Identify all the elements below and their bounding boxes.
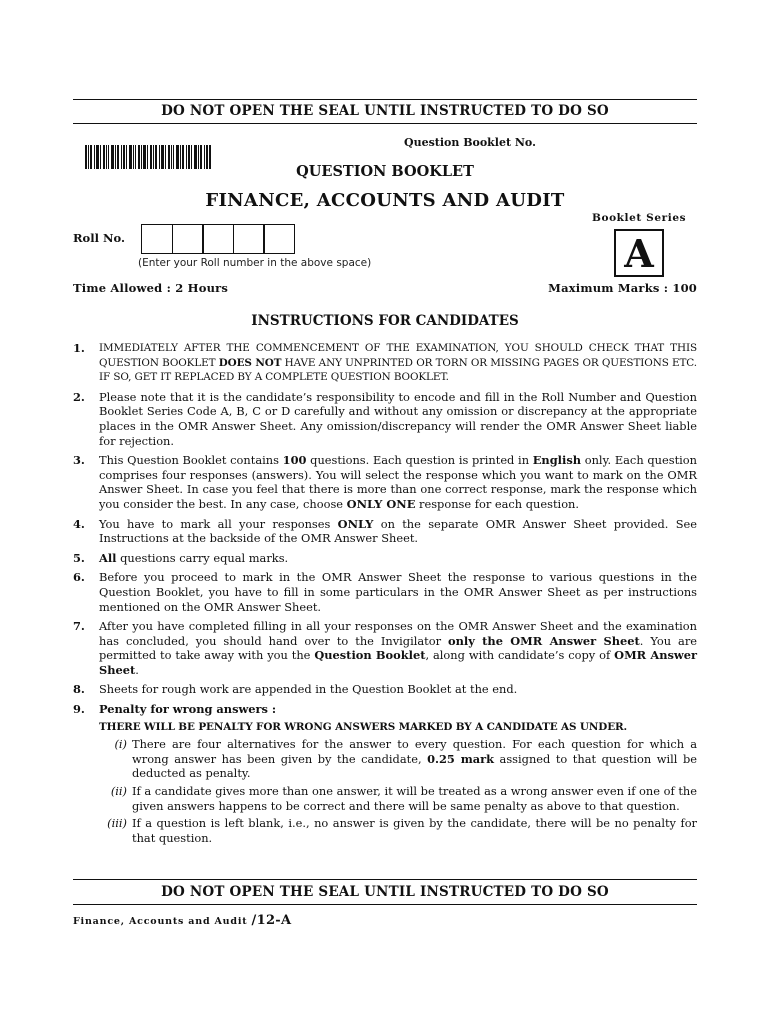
instruction-number: 1. — [73, 341, 85, 355]
penalty-subitem — [99, 737, 697, 781]
roll-number-label: Roll No. — [73, 231, 125, 245]
roll-digit-box[interactable] — [172, 224, 204, 254]
penalty-subitem-number: (ii) — [110, 784, 127, 799]
top-rule-lower — [73, 123, 697, 124]
instruction-item — [73, 682, 697, 697]
penalty-title: Penalty for wrong answers : — [99, 702, 277, 717]
booklet-number-label: Question Booklet No. — [404, 136, 536, 149]
instruction-text: You have to mark all your responses ONLY on the separate OMR Answer Sheet provided. See Instructions at the backside of the OMR Answer Sheet. — [99, 516, 697, 546]
penalty-section — [99, 702, 697, 845]
footer-subject: Finance, Accounts and Audit — [73, 916, 248, 927]
bottom-rule-lower — [73, 904, 697, 905]
roll-number-hint: (Enter your Roll number in the above space) — [138, 257, 372, 269]
page-footer — [73, 913, 291, 928]
roll-digit-box[interactable] — [202, 224, 234, 254]
instruction-number: 5. — [73, 550, 85, 565]
instruction-text: Sheets for rough work are appended in the Question Booklet at the end. — [99, 682, 518, 697]
top-rule — [73, 99, 697, 100]
instruction-number: 6. — [73, 570, 85, 585]
instruction-number: 4. — [73, 516, 85, 531]
instruction-number: 8. — [73, 682, 85, 697]
roll-number-boxes[interactable] — [141, 224, 294, 254]
subject-title: FINANCE, ACCOUNTS AND AUDIT — [205, 190, 565, 211]
instructions-list — [73, 341, 697, 850]
bottom-rule — [73, 879, 697, 880]
instruction-item — [73, 570, 697, 614]
booklet-series-label: Booklet Series — [592, 212, 687, 224]
instruction-item — [73, 517, 697, 546]
penalty-subitem-text: If a question is left blank, i.e., no answer is given by the candidate, there will be no penalty for that question. — [132, 816, 697, 845]
instruction-number: 3. — [73, 453, 85, 468]
booklet-title: QUESTION BOOKLET — [296, 163, 474, 180]
roll-digit-box[interactable] — [263, 224, 295, 254]
penalty-subitem-number: (i) — [114, 737, 127, 752]
penalty-subitem-text: If a candidate gives more than one answer, it will be treated as a wrong answer even if one of the given answers happens to be correct and there will be same penalty as above to that question. — [132, 784, 697, 813]
instruction-item — [73, 390, 697, 448]
instruction-text: Before you proceed to mark in the OMR Answer Sheet the response to various questions in the Question Booklet, you have to fill in some particulars in the OMR Answer Sheet as per instructions mentioned on the OMR Answer Sheet. — [99, 570, 697, 614]
time-allowed: Time Allowed : 2 Hours — [73, 281, 229, 295]
footer-code: /12-A — [251, 913, 292, 928]
instructions-heading: INSTRUCTIONS FOR CANDIDATES — [251, 313, 519, 329]
instruction-number: 9. — [73, 702, 85, 717]
roll-digit-box[interactable] — [141, 224, 173, 254]
penalty-subitem — [99, 816, 697, 845]
penalty-subitem-text: There are four alternatives for the answer to every question. For each question for which a wrong answer has been given by the candidate, 0.25 mark assigned to that question will be deducted as penalty. — [132, 737, 697, 781]
roll-digit-box[interactable] — [233, 224, 265, 254]
instruction-item — [73, 341, 697, 385]
instruction-item — [73, 619, 697, 677]
instruction-text: All questions carry equal marks. — [99, 550, 289, 565]
instruction-item — [73, 453, 697, 511]
instruction-text: This Question Booklet contains 100 questions. Each question is printed in English only. Each question comprises four responses (answers). You will select the response which you want to mark on the OMR Answer Sheet. In case you feel that there is more than one correct response, mark the response which you consider the best. In any case, choose ONLY ONE response for each question. — [99, 453, 697, 511]
bottom-seal-banner: DO NOT OPEN THE SEAL UNTIL INSTRUCTED TO DO SO — [161, 884, 609, 900]
instruction-item — [73, 551, 697, 566]
top-seal-banner: DO NOT OPEN THE SEAL UNTIL INSTRUCTED TO DO SO — [161, 103, 609, 119]
instruction-text: IMMEDIATELY AFTER THE COMMENCEMENT OF THE EXAMINATION, YOU SHOULD CHECK THAT THIS QUESTION BOOKLET DOES NOT HAVE ANY UNPRINTED OR TORN OR MISSING PAGES OR QUESTIONS ETC. IF SO, GET IT REPLACED BY A COMPLETE QUESTION BOOKLET. — [99, 342, 697, 384]
penalty-caps-note: THERE WILL BE PENALTY FOR WRONG ANSWERS MARKED BY A CANDIDATE AS UNDER. — [99, 720, 628, 733]
booklet-series-box: A — [614, 229, 664, 277]
instruction-item — [73, 702, 697, 845]
penalty-subitem — [99, 784, 697, 813]
instruction-number: 7. — [73, 619, 85, 634]
penalty-subitem-number: (iii) — [107, 816, 127, 831]
instruction-number: 2. — [73, 389, 85, 404]
instruction-text: Please note that it is the candidate’s responsibility to encode and fill in the Roll Number and Question Booklet Series Code A, B, C or D carefully and without any omission or discrepancy at the appropriate places in the OMR Answer Sheet. Any omission/discrepancy will render the OMR Answer Sheet liable for rejection. — [99, 389, 697, 448]
instruction-text: After you have completed filling in all your responses on the OMR Answer Sheet and the examination has concluded, you should hand over to the Invigilator only the OMR Answer Sheet. You are permitted to take away with you the Question Booklet, along with candidate’s copy of OMR Answer Sheet. — [99, 619, 698, 677]
maximum-marks: Maximum Marks : 100 — [548, 281, 697, 295]
